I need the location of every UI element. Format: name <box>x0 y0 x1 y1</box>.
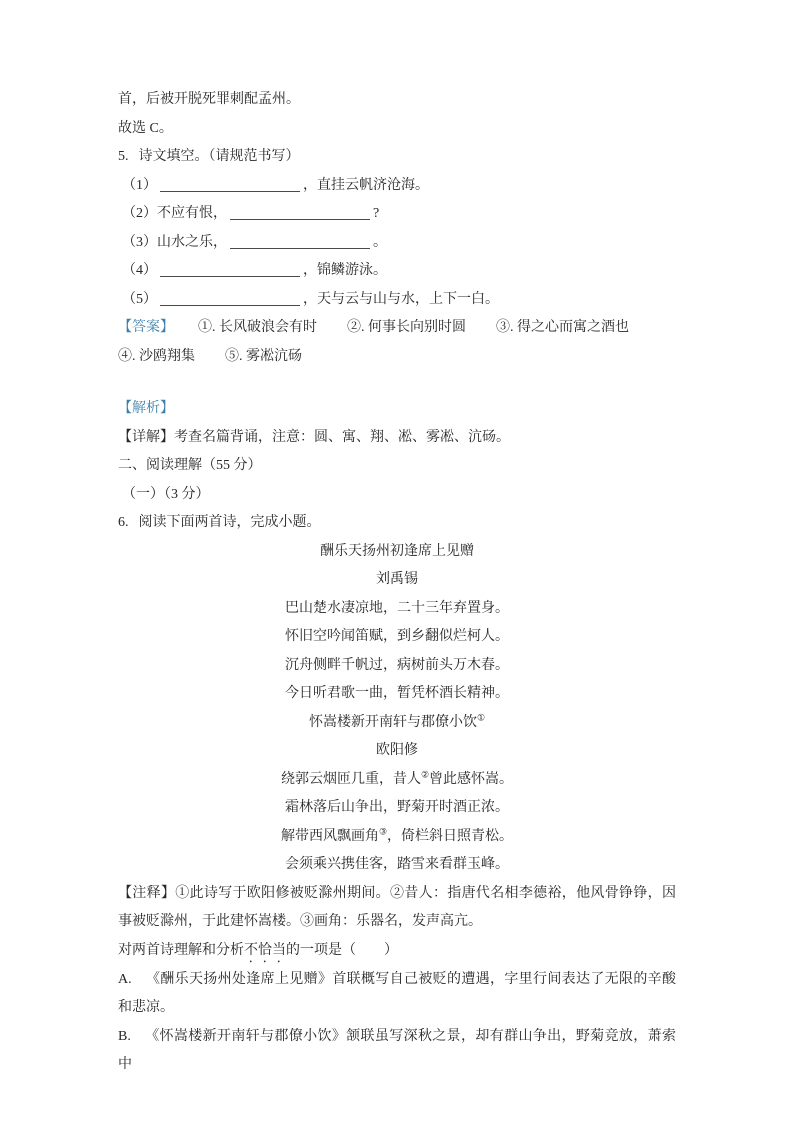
option-a-label: A. <box>118 971 132 987</box>
fill-blank-item-1 <box>118 172 676 201</box>
answer-item-4: ④. 沙鸥翔集 <box>118 348 195 364</box>
intro-continuation-line: 首，后被开脱死罪刺配孟州。 <box>118 92 300 107</box>
note-reference-3: ③ <box>378 825 388 836</box>
detail-label: 【详解】 <box>118 429 174 445</box>
option-b-label: B. <box>118 1028 131 1044</box>
poem2-line: 霜林落后山争出，野菊开时酒正浓。 <box>285 800 509 815</box>
analysis-label-line <box>118 395 676 424</box>
answer-label: 【答案】 <box>118 320 174 335</box>
answer-item-2: ②. 何事长向别时圆 <box>347 320 466 335</box>
question5-title: 诗文填空。（请规范书写） <box>138 149 300 164</box>
answer-blank-line <box>160 261 300 277</box>
answer-blank-line <box>230 233 370 249</box>
poem1-line: 今日听君歌一曲，暂凭杯酒长精神。 <box>285 686 509 701</box>
question6-number: 6. <box>118 515 129 530</box>
detail-text: 考查名篇背诵，注意：圆、寓、翔、凇、雾凇、沆砀。 <box>174 429 510 445</box>
poem2-line <box>118 823 676 852</box>
fill-item-pre: （4） <box>122 263 157 278</box>
fill-blank-item-5 <box>118 286 676 315</box>
poem2-line1-pre: 绕郭云烟匝几重，昔人 <box>280 771 421 787</box>
note-reference-1: ① <box>476 711 486 722</box>
answer-item-3: ③. 得之心而寓之酒也 <box>496 320 629 335</box>
poem1-author: 刘禹锡 <box>376 572 418 587</box>
question6-instruction: 阅读下面两首诗，完成小题。 <box>138 515 321 530</box>
answer-item-1: ①. 长风破浪会有时 <box>198 320 317 335</box>
detail-explanation-line <box>118 424 676 453</box>
poem2-title <box>118 709 676 738</box>
fill-item-pre: （5） <box>122 291 157 307</box>
notes-text: ①此诗写于欧阳修被贬滁州期间。②昔人：指唐代名相李德裕，他风骨铮铮，因事被贬滁州，于此建怀嵩楼。③画角：乐器名，发声高亢。 <box>118 885 677 929</box>
fill-item-post: ? <box>373 206 380 221</box>
stem-pre: 对两首诗理解和分析 <box>118 942 244 958</box>
poem2-line: 会须乘兴携佳客，踏雪来看群玉峰。 <box>285 857 509 872</box>
fill-blank-item-4 <box>118 257 676 286</box>
section2-heading: 二、阅读理解（55 分） <box>118 458 262 473</box>
blank-line-spacer <box>118 371 676 395</box>
poem-notes <box>118 880 676 937</box>
question6-stem <box>118 937 676 966</box>
fill-item-pre: （2）不应有恨， <box>122 206 227 221</box>
answer-item-5: ⑤. 雾凇沆砀 <box>225 348 302 364</box>
stem-post: 的一项是（ ） <box>286 942 398 958</box>
answer-blank-line <box>160 290 300 306</box>
note-reference-2: ② <box>420 768 430 779</box>
option-a <box>118 966 676 1023</box>
notes-label: 【注释】 <box>118 885 176 901</box>
answer-blank-line <box>230 204 370 220</box>
analysis-label: 【解析】 <box>118 401 174 416</box>
poem2-title-text: 怀嵩楼新开南轩与郡僚小饮 <box>308 714 477 730</box>
poem2-author: 欧阳修 <box>376 743 418 758</box>
stem-emphasized: 不恰当 <box>244 942 286 958</box>
fill-blank-item-2 <box>118 200 676 229</box>
fill-item-post: 。 <box>373 234 387 250</box>
poem1-line: 怀旧空吟闻笛赋，到乡翻似烂柯人。 <box>285 629 509 644</box>
fill-item-pre: （1） <box>122 177 157 193</box>
poem2-line3-post: ，倚栏斜日照青松。 <box>387 828 514 844</box>
question6-intro <box>118 509 676 538</box>
poem1-line: 沉舟侧畔千帆过，病树前头万木春。 <box>285 657 509 673</box>
option-a-text: 《酬乐天扬州处逢席上见赠》首联概写自己被贬的遭遇，字里行间表达了无限的辛酸和悲凉。 <box>118 971 676 1015</box>
poem2-line3-pre: 解带西风飘画角 <box>280 828 379 844</box>
section2-subheading: （一）（3 分） <box>122 486 210 502</box>
fill-item-pre: （3）山水之乐， <box>122 234 227 250</box>
poem1-line: 巴山楚水凄凉地，二十三年弃置身。 <box>285 600 509 616</box>
fill-item-post: ，锦鳞游泳。 <box>303 263 387 278</box>
fill-item-post: ，直挂云帆济沧海。 <box>303 177 429 193</box>
option-b-text: 《怀嵩楼新开南轩与郡僚小饮》颔联虽写深秋之景，却有群山争出，野菊竞放，萧索中 <box>118 1028 676 1072</box>
fill-blank-item-3 <box>118 229 676 258</box>
option-b <box>118 1023 676 1080</box>
answer-row-1 <box>118 314 676 343</box>
question5-heading <box>118 143 676 172</box>
fill-item-post: ，天与云与山与水，上下一白。 <box>303 291 499 307</box>
poem1-title: 酬乐天扬州初逢席上见赠 <box>320 543 474 559</box>
answer-row-2 <box>118 343 676 372</box>
answer-blank-line <box>160 176 300 192</box>
poem2-line <box>118 766 676 795</box>
question5-number: 5. <box>118 149 129 164</box>
answer-conclusion-line: 故选 C。 <box>118 120 173 136</box>
poem2-line1-post: 曾此感怀嵩。 <box>429 771 514 787</box>
